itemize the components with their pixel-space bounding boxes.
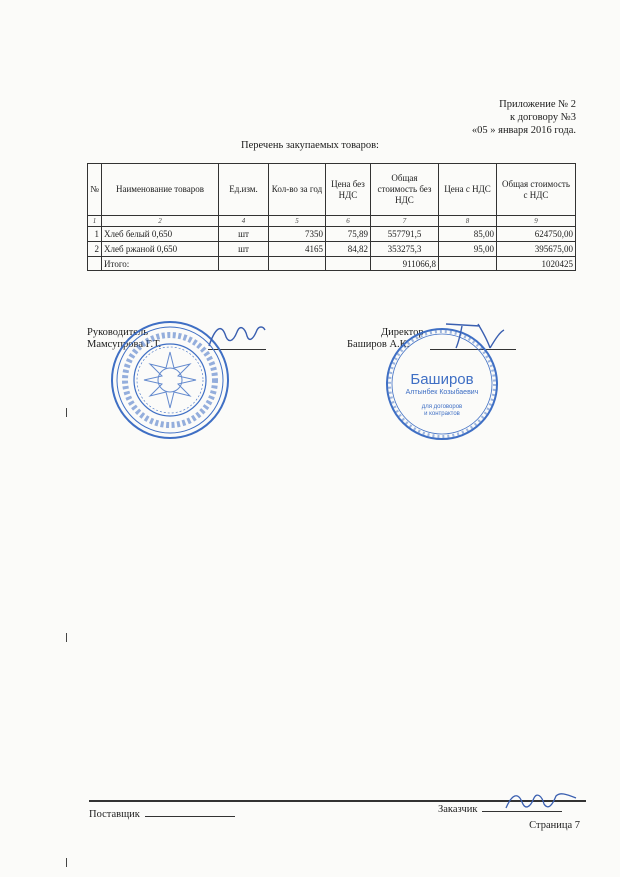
item-unit: шт xyxy=(219,227,269,242)
customer-title: Руководитель xyxy=(87,327,148,338)
supplier-title: Директор xyxy=(381,327,424,338)
table-total-row xyxy=(88,257,576,271)
customer-name: Мамсупрова Г.Т. xyxy=(87,339,162,350)
supplier-name: Баширов А.К. xyxy=(347,339,410,350)
appendix-header xyxy=(472,98,576,137)
item-total: 557791,5 xyxy=(371,227,439,242)
table-row xyxy=(88,227,576,242)
stamp-name: Баширов xyxy=(410,371,474,388)
index-cell: 4 xyxy=(219,216,269,227)
item-total: 353275,3 xyxy=(371,242,439,257)
index-cell: 7 xyxy=(371,216,439,227)
index-cell: 1 xyxy=(88,216,102,227)
header-cell: Кол-во за год xyxy=(269,164,326,216)
supplier-footer xyxy=(89,809,235,820)
index-cell: 9 xyxy=(497,216,576,227)
contract-date: «05 » января 2016 года. xyxy=(471,125,576,136)
margin-mark xyxy=(66,633,67,642)
goods-table xyxy=(87,163,576,271)
header-cell: Общая стоимость без НДС xyxy=(371,164,439,216)
item-price-vat: 95,00 xyxy=(439,242,497,257)
item-unit: шт xyxy=(219,242,269,257)
supplier-signature-line xyxy=(145,816,235,817)
footer-signature-scribble xyxy=(500,788,580,814)
item-name: Хлеб ржаной 0,650 xyxy=(102,242,219,257)
page-number: Страница 7 xyxy=(529,820,580,831)
header-cell: Общая стоимость с НДС xyxy=(497,164,576,216)
table-index-row xyxy=(88,216,576,227)
total-amount: 911066,8 xyxy=(371,257,439,271)
contract-reference: к договору №3 xyxy=(509,112,576,123)
item-total-vat: 624750,00 xyxy=(497,227,576,242)
stamp-subname: Алтынбек Козыбаевич xyxy=(405,389,479,396)
customer-label: Заказчик xyxy=(438,804,478,815)
header-cell: Цена с НДС xyxy=(439,164,497,216)
header-cell: Наименование товаров xyxy=(102,164,219,216)
item-quantity: 4165 xyxy=(269,242,326,257)
table-row xyxy=(88,242,576,257)
stamp-note: для договоров xyxy=(421,404,463,410)
supplier-label: Поставщик xyxy=(89,809,140,820)
item-quantity: 7350 xyxy=(269,227,326,242)
margin-mark xyxy=(66,858,67,867)
header-cell: Ед.изм. xyxy=(219,164,269,216)
item-name: Хлеб белый 0,650 xyxy=(102,227,219,242)
stamp-note: и контрактов xyxy=(424,411,460,417)
row-number: 1 xyxy=(88,227,102,242)
item-price-vat: 85,00 xyxy=(439,227,497,242)
table-header-row xyxy=(88,164,576,216)
total-label: Итого: xyxy=(102,257,219,271)
item-price: 75,89 xyxy=(326,227,371,242)
signature-scribble-left xyxy=(205,320,267,352)
total-amount-vat: 1020425 xyxy=(497,257,576,271)
index-cell: 5 xyxy=(269,216,326,227)
item-price: 84,82 xyxy=(326,242,371,257)
header-cell: № xyxy=(88,164,102,216)
margin-mark xyxy=(66,408,67,417)
index-cell: 2 xyxy=(102,216,219,227)
signature-scribble-right xyxy=(440,318,508,352)
item-total-vat: 395675,00 xyxy=(497,242,576,257)
list-title: Перечень закупаемых товаров: xyxy=(241,140,379,151)
header-cell: Цена без НДС xyxy=(326,164,371,216)
row-number: 2 xyxy=(88,242,102,257)
index-cell: 6 xyxy=(326,216,371,227)
appendix-number: Приложение № 2 xyxy=(499,99,576,110)
index-cell: 8 xyxy=(439,216,497,227)
